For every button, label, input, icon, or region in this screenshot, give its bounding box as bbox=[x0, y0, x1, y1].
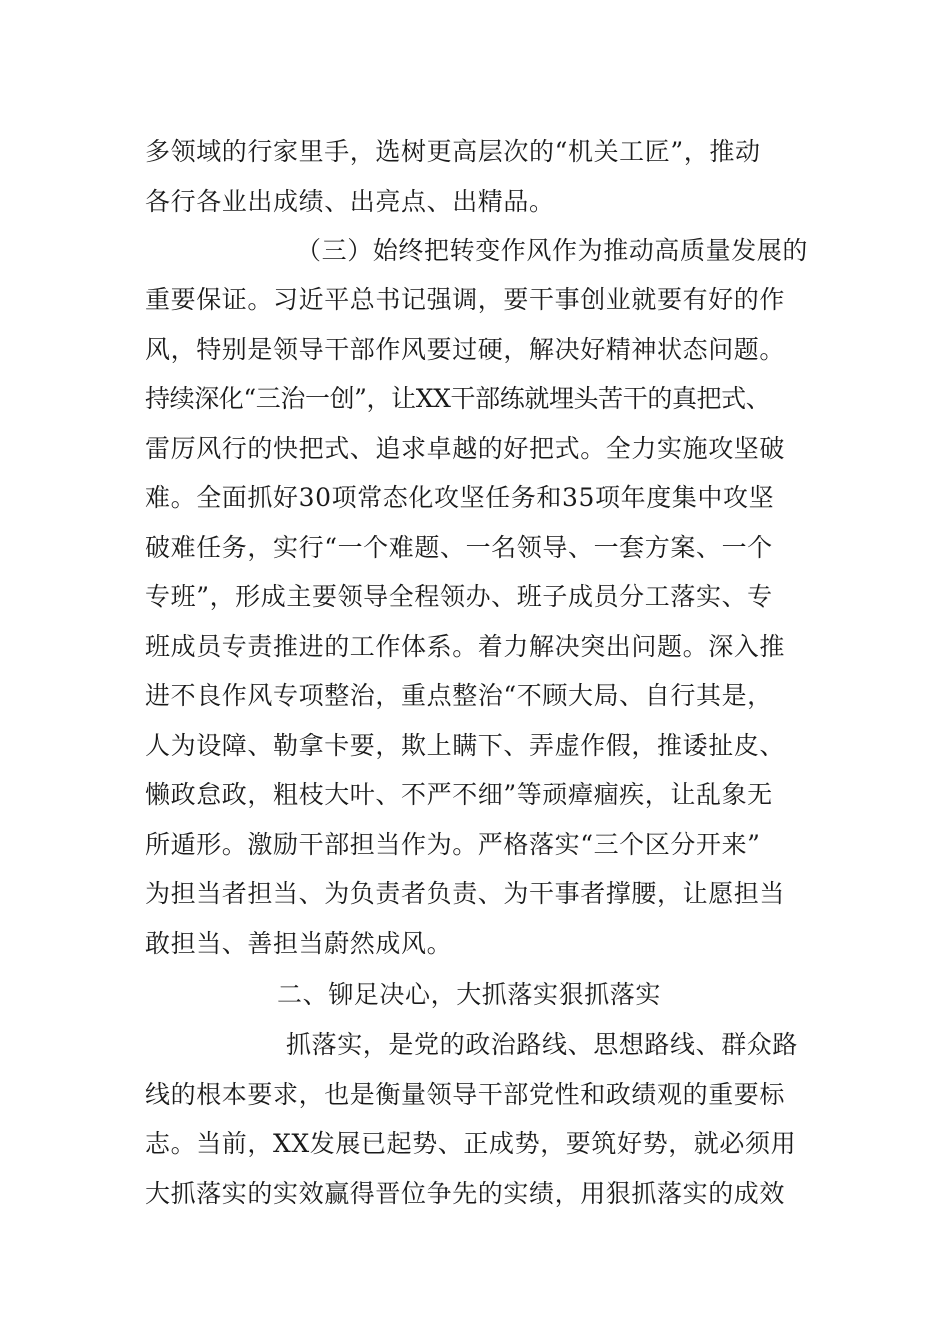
text-line: 持续深化“三治一创”，让XX干部练就埋头苦干的真把式、 bbox=[145, 384, 771, 413]
text-line: 志。当前，XX发展已起势、正成势，要筑好势，就必须用 bbox=[145, 1129, 797, 1158]
text-line: 雷厉风行的快把式、追求卓越的好把式。全力实施攻坚破 bbox=[145, 434, 786, 463]
text-line: 多领域的行家里手，选树更高层次的“机关工匠”，推动 bbox=[145, 137, 761, 166]
text-line: 大抓落实的实效赢得晋位争先的实绩，用狠抓落实的成效 bbox=[145, 1179, 786, 1208]
text-line: 所遁形。激励干部担当作为。严格落实“三个区分开来” bbox=[145, 830, 761, 859]
text-line: 难。全面抓好30项常态化攻坚任务和35项年度集中攻坚 bbox=[145, 483, 775, 512]
text-line: 懒政怠政，粗枝大叶、不严不细”等顽瘴痼疾，让乱象无 bbox=[145, 780, 773, 809]
text-line: 各行各业出成绩、出亮点、出精品。 bbox=[145, 187, 555, 216]
text-line: 风，特别是领导干部作风要过硬，解决好精神状态问题。 bbox=[145, 335, 786, 364]
section-heading: （三）始终把转变作风作为推动高质量发展的 bbox=[296, 236, 809, 265]
text-line: 进不良作风专项整治，重点整治“不顾大局、自行其是， bbox=[145, 681, 773, 710]
text-line: 线的根本要求，也是衡量领导干部党性和政绩观的重要标 bbox=[145, 1080, 786, 1109]
text-line: 破难任务，实行“一个难题、一名领导、一套方案、一个 bbox=[145, 533, 773, 562]
text-line: 专班”，形成主要领导全程领办、班子成员分工落实、专 bbox=[145, 582, 773, 611]
text-line: 抓落实，是党的政治路线、思想路线、群众路 bbox=[286, 1030, 799, 1059]
text-line: 人为设障、勒拿卡要，欺上瞒下、弄虚作假，推诿扯皮、 bbox=[145, 731, 786, 760]
text-line: 班成员专责推进的工作体系。着力解决突出问题。深入推 bbox=[145, 632, 786, 661]
text-line: 敢担当、善担当蔚然成风。 bbox=[145, 929, 453, 958]
chapter-heading: 二、铆足决心，大抓落实狠抓落实 bbox=[277, 980, 662, 1009]
text-line: 为担当者担当、为负责者负责、为干事者撑腰，让愿担当 bbox=[145, 879, 786, 908]
text-line: 重要保证。习近平总书记强调，要干事创业就要有好的作 bbox=[145, 285, 786, 314]
